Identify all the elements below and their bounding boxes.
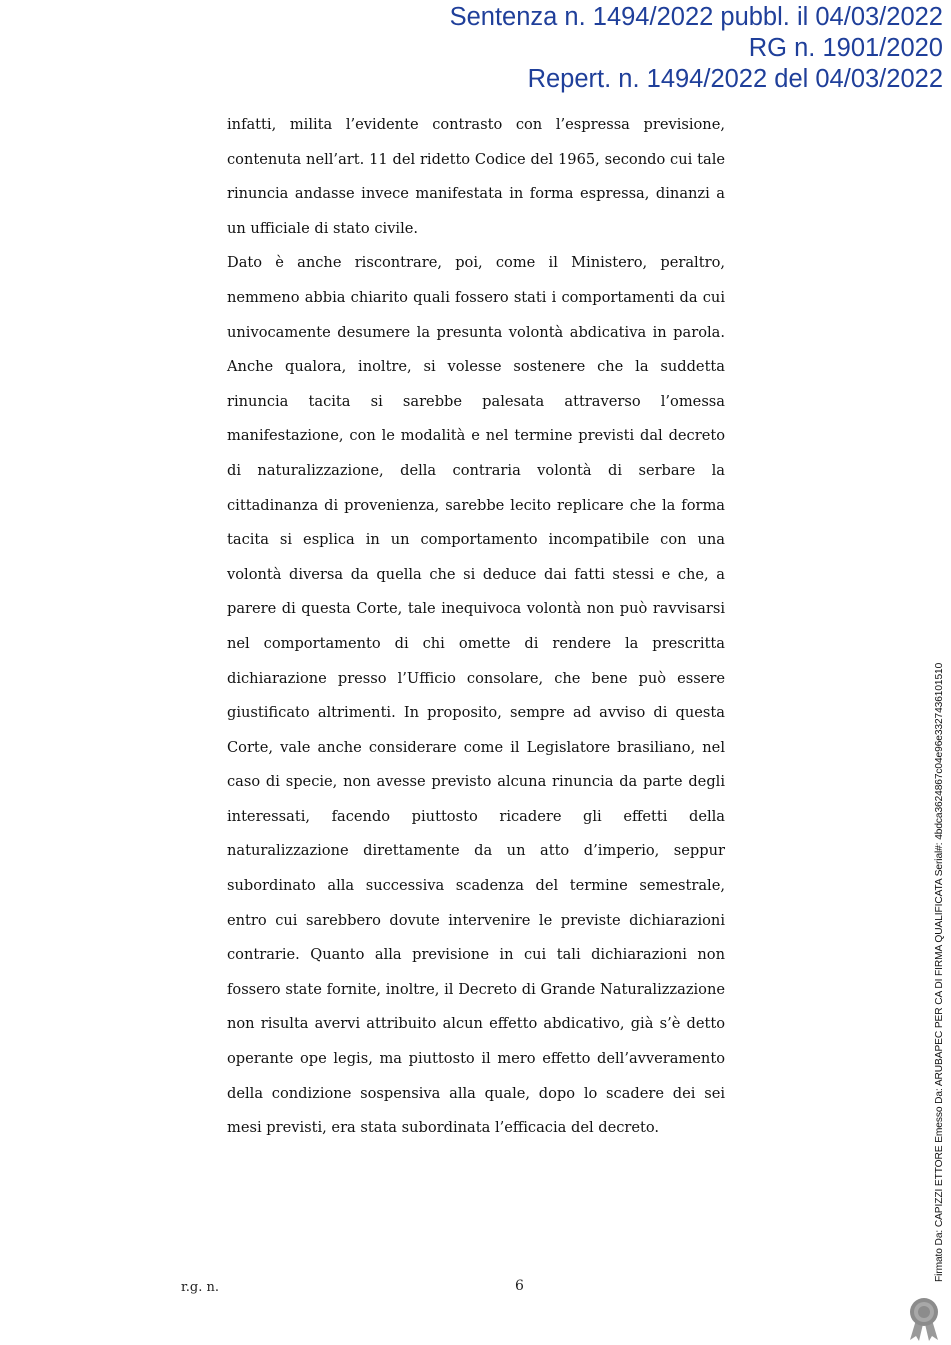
sentence-number-line: Sentenza n. 1494/2022 pubbl. il 04/03/2022 (449, 3, 943, 31)
paragraph-1: infatti, milita l’evidente contrasto con l’espressa previsione, contenuta nell’art. 11 del ridetto Codice del 1965, secondo cui tale rinuncia andasse invece manifestata in forma espressa, dinanzi a un ufficiale di stato civile. (227, 116, 725, 237)
certification-seal-icon (904, 1296, 944, 1342)
footer-rg-label: r.g. n. (181, 1280, 220, 1295)
paragraph-2: Dato è anche riscontrare, poi, come il Ministero, peraltro, nemmeno abbia chiarito quali fossero stati i comportamenti da cui univocamente desumere la presunta volontà abdicativa in parola. Anche qualora, inoltre, si volesse sostenere che la suddetta rinuncia tacita si sarebbe palesata attraverso l’omessa manifestazione, con le modalità e nel termine previsti dal decreto di naturalizzazione, della contraria volontà di serbare la cittadinanza di provenienza, sarebbe lecito replicare che la forma tacita si esplica in un comportamento incompatibile con una volontà diversa da quella che si deduce dai fatti stessi e che, a parere di questa Corte, tale inequivoca volontà non può ravvisarsi nel comportamento di chi omette di rendere la prescritta dichiarazione presso l’Ufficio consolare, che bene può essere giustificato altrimenti. In proposito, sempre ad avviso di questa Corte, vale anche considerare come il Legislatore brasiliano, nel caso di specie, non avesse previsto alcuna rinuncia da parte degli interessati, facendo piuttosto ricadere gli effetti della naturalizzazione direttamente da un atto d’imperio, seppur subordinato alla successiva scadenza del termine semestrale, entro cui sarebbero dovute intervenire le previste dichiarazioni contrarie. Quanto alla previsione in cui tali dichiarazioni non fossero state fornite, inoltre, il Decreto di Grande Naturalizzazione non risulta avervi attribuito alcun effetto abdicativo, già s’è detto operante ope legis, ma piuttosto il mero effetto dell’avveramento della condizione sospensiva alla quale, dopo lo scadere dei sei mesi previsti, era stata subordinata l’efficacia del decreto. (227, 254, 725, 1137)
digital-signature-stamp: Firmato Da: CAPIZZI ETTORE Emesso Da: ARUBAPEC PER CA DI FIRMA QUALIFICATA Serial#: 4bdca3624867c04e96e3327436101510 (934, 662, 945, 1282)
registry-header (450, 2, 943, 95)
rg-number-line: RG n. 1901/2020 (748, 34, 943, 62)
document-body (227, 108, 725, 1146)
page-number: 6 (515, 1278, 524, 1294)
repertory-number-line: Repert. n. 1494/2022 del 04/03/2022 (527, 65, 943, 93)
